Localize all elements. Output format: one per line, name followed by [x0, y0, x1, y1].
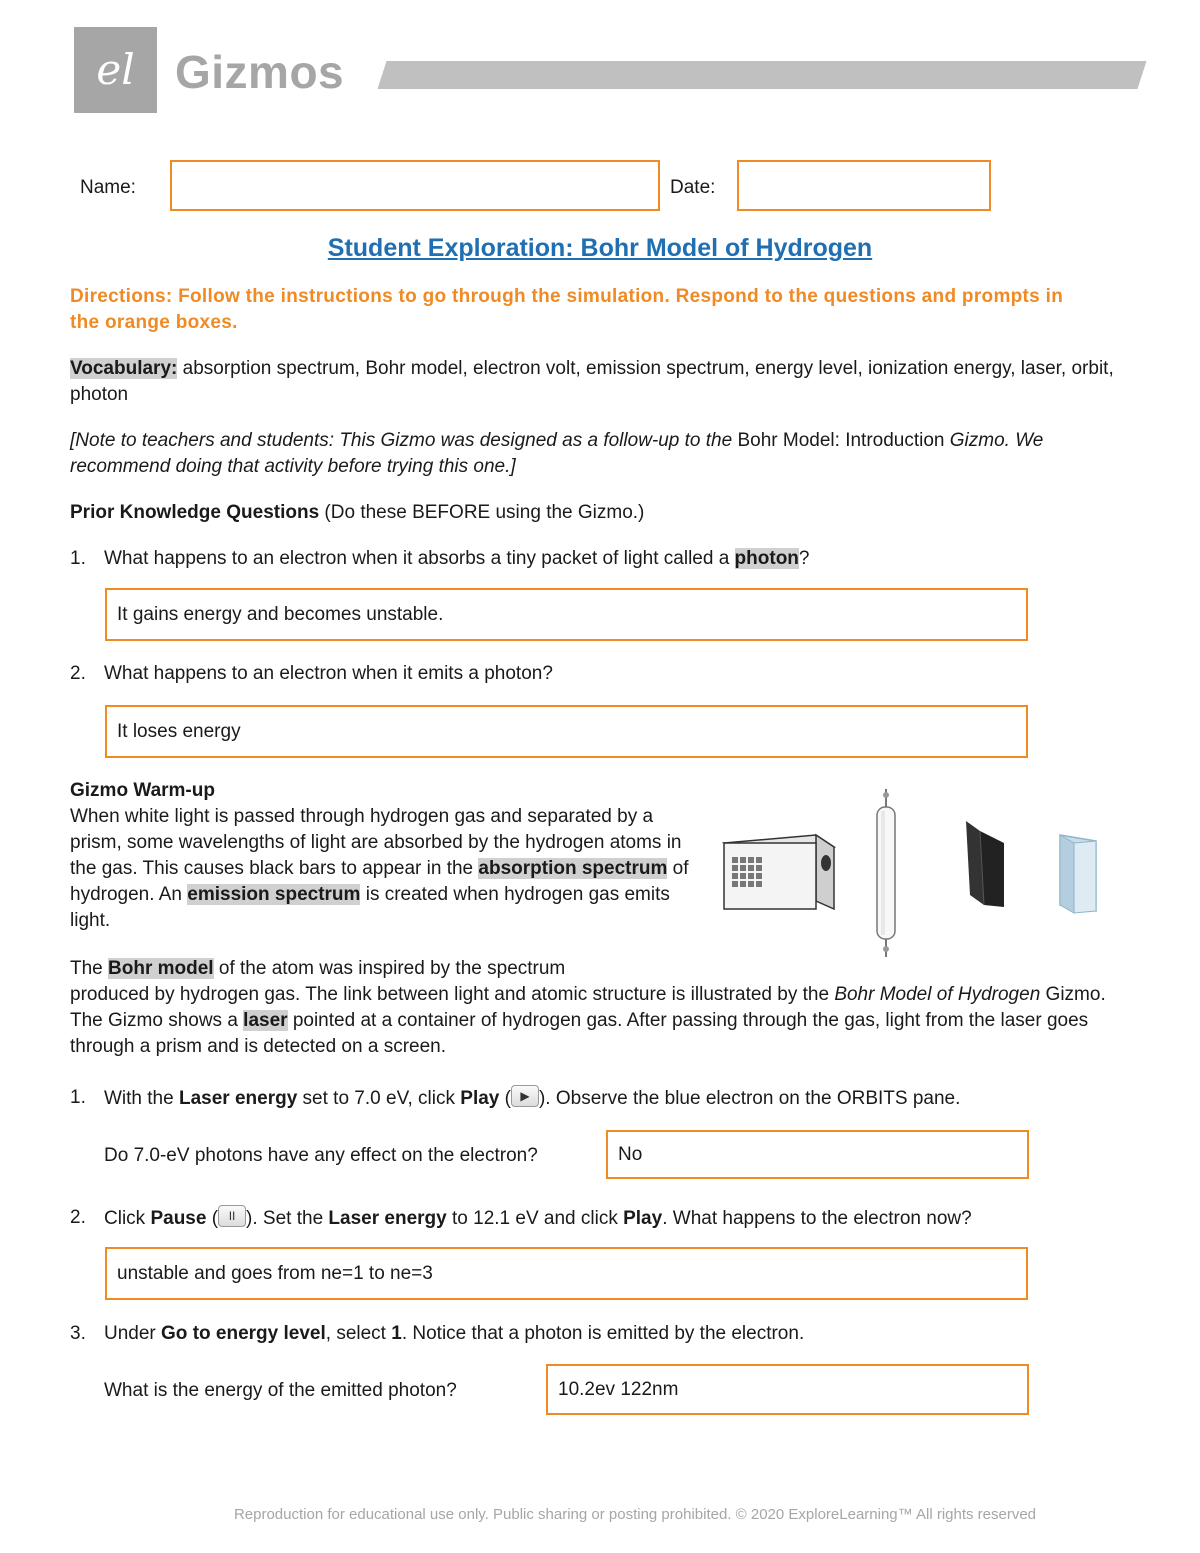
step-text: (	[499, 1088, 511, 1109]
step-text: (	[206, 1208, 219, 1229]
screen-icon	[966, 821, 1004, 907]
step-text: Under	[104, 1323, 162, 1344]
copyright-footer: Reproduction for educational use only. Public sharing or posting prohibited. © 2020 ExploreLearning™ All rights reserved	[233, 1506, 1037, 1523]
term-bohr-model: Bohr model	[108, 958, 214, 979]
step-number: 2.	[70, 1207, 86, 1228]
gizmo-title-italic: Bohr Model of Hydrogen	[834, 984, 1041, 1005]
name-field[interactable]	[170, 160, 660, 211]
pause-term: Pause	[150, 1208, 207, 1229]
warmup-text: produced by hydrogen gas. The link between light and atomic structure is illustrated by the	[70, 984, 835, 1005]
question-text-end: ?	[798, 548, 810, 569]
answer-text: It loses energy	[117, 720, 241, 742]
step-text: . Notice that a photon is emitted by the electron.	[401, 1323, 805, 1344]
note-link-text: Bohr Model: Introduction	[737, 430, 945, 451]
step-text: With the	[104, 1088, 179, 1109]
explorelearning-logo	[74, 27, 157, 113]
page-title: Student Exploration: Bohr Model of Hydrogen	[327, 234, 873, 262]
answer-box-prior-1[interactable]	[105, 588, 1028, 641]
question-number: 1.	[70, 548, 86, 569]
term-laser: laser	[243, 1010, 288, 1031]
answer-text: unstable and goes from ne=1 to ne=3	[117, 1262, 433, 1284]
step-number: 3.	[70, 1323, 86, 1344]
warmup-paragraph-2	[70, 956, 690, 982]
teacher-note	[70, 428, 1090, 480]
step-2-instruction	[104, 1205, 1114, 1232]
answer-box-step-1[interactable]	[606, 1130, 1029, 1179]
step-text: ). Set the	[246, 1208, 329, 1229]
energy-level-value: 1	[391, 1323, 402, 1344]
directions-text: Directions: Follow the instructions to go through the simulation. Respond to the questions and prompts in the orange boxes.	[70, 286, 1064, 333]
answer-text: It gains energy and becomes unstable.	[117, 603, 444, 625]
prism-icon	[1060, 835, 1096, 913]
brand-name: Gizmos	[175, 46, 345, 98]
warmup-text: is created when hydrogen gas emits light.	[70, 884, 670, 931]
go-to-energy-level-term: Go to energy level	[161, 1323, 326, 1344]
prior-knowledge-subtitle: (Do these BEFORE using the Gizmo.)	[319, 502, 645, 523]
answer-text: 10.2ev 122nm	[558, 1378, 679, 1400]
pause-icon	[218, 1205, 246, 1227]
laser-energy-term: Laser energy	[178, 1088, 298, 1109]
note-part2: Gizmo. We recommend doing that activity before trying this one.]	[70, 430, 1044, 477]
warmup-text: The	[70, 958, 109, 979]
step-text: Click	[104, 1208, 151, 1229]
term-emission-spectrum: emission spectrum	[187, 884, 361, 905]
pause-icon-glyph: II	[228, 1209, 236, 1223]
play-term: Play	[623, 1208, 663, 1229]
step-3-instruction	[104, 1321, 1114, 1347]
note-part1: [Note to teachers and students: This Gizmo was designed as a follow-up to the	[70, 430, 738, 451]
answer-box-step-2[interactable]	[105, 1247, 1028, 1300]
step-number: 1.	[70, 1087, 86, 1108]
warmup-text: of hydrogen. An	[70, 858, 689, 905]
prior-knowledge-heading	[70, 500, 1130, 526]
vocabulary-terms: absorption spectrum, Bohr model, electron volt, emission spectrum, energy level, ionization energy, laser, orbit, photon	[70, 358, 1114, 405]
step-text: to 12.1 eV and click	[446, 1208, 624, 1229]
play-term: Play	[460, 1088, 500, 1109]
name-label: Name:	[80, 177, 136, 198]
date-label: Date:	[670, 177, 716, 198]
play-icon-glyph: ▶	[520, 1089, 530, 1103]
play-icon	[511, 1085, 539, 1107]
warmup-paragraph-1	[70, 804, 710, 934]
term-absorption-spectrum: absorption spectrum	[478, 858, 668, 879]
step-1-subquestion: Do 7.0-eV photons have any effect on the electron?	[104, 1145, 538, 1166]
vocabulary-paragraph	[70, 356, 1130, 408]
prior-question-2: What happens to an electron when it emits a photon?	[104, 663, 553, 684]
date-field[interactable]	[737, 160, 991, 211]
apparatus-illustration	[718, 785, 1118, 965]
warmup-text: pointed at a container of hydrogen gas. After passing through the gas, light from the laser goes through a prism and is detected on a screen.	[70, 1010, 1089, 1057]
question-number: 2.	[70, 663, 86, 684]
warmup-heading: Gizmo Warm-up	[70, 780, 215, 801]
step-text: , select	[325, 1323, 392, 1344]
prior-question-1	[104, 546, 809, 572]
step-3-subquestion: What is the energy of the emitted photon?	[104, 1380, 457, 1401]
step-text: set to 7.0 eV, click	[297, 1088, 461, 1109]
hydrogen-tube-icon	[877, 789, 895, 957]
warmup-text: Gizmo. The Gizmo shows a	[70, 984, 1106, 1031]
step-text: ). Observe the blue electron on the ORBITS pane.	[538, 1088, 961, 1109]
answer-box-prior-2[interactable]	[105, 705, 1028, 758]
warmup-text: of the atom was inspired by the spectrum	[213, 958, 566, 979]
step-1-instruction	[104, 1085, 1114, 1112]
warmup-text: When white light is passed through hydrogen gas and separated by a prism, some wavelengths of light are absorbed by the hydrogen atoms in the gas. This causes black bars to appear in the	[70, 806, 682, 879]
vocabulary-label: Vocabulary:	[70, 358, 178, 379]
prior-knowledge-title: Prior Knowledge Questions	[70, 502, 320, 523]
laser-box-icon	[724, 835, 834, 909]
laser-energy-term: Laser energy	[328, 1208, 447, 1229]
question-text: What happens to an electron when it absorbs a tiny packet of light called a	[104, 548, 735, 569]
answer-box-step-3[interactable]	[546, 1364, 1029, 1415]
logo-glyph: el	[96, 45, 135, 94]
header-bar	[377, 61, 1146, 89]
answer-text: No	[618, 1143, 643, 1165]
warmup-paragraph-3	[70, 982, 1130, 1060]
term-photon: photon	[734, 548, 799, 569]
step-text: . What happens to the electron now?	[662, 1208, 972, 1229]
